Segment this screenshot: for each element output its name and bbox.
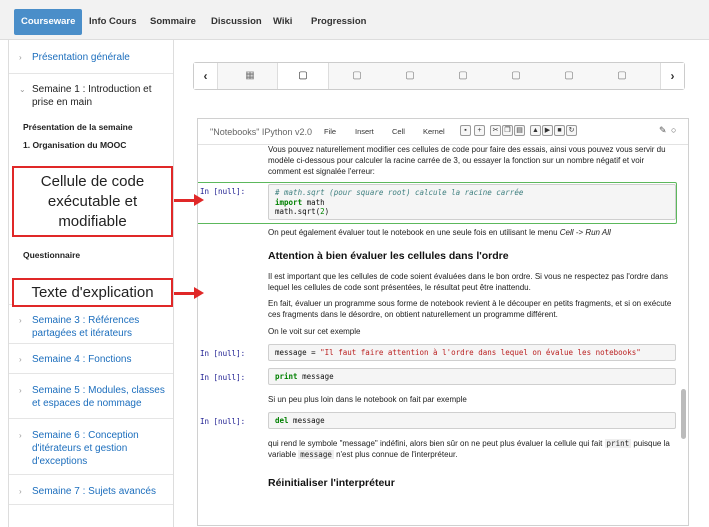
callout-explanation: Texte d'explication: [12, 278, 173, 307]
edit-icon[interactable]: ✎: [659, 125, 667, 135]
subsection-organisation[interactable]: 1. Organisation du MOOC: [23, 140, 127, 150]
restart-icon[interactable]: ↻: [566, 125, 577, 136]
move-up-icon[interactable]: ▲: [530, 125, 541, 136]
tab-wiki[interactable]: Wiki: [273, 16, 293, 27]
chevron-down-icon: ⌄: [19, 85, 26, 94]
cell-prompt: In [null]:: [200, 349, 246, 358]
heading-ordre: Attention à bien évaluer les cellules dans l'ordre: [268, 250, 509, 262]
text-cell: Si un peu plus loin dans le notebook on fait par exemple: [268, 395, 467, 404]
subsection-questionnaire[interactable]: Questionnaire: [23, 250, 81, 260]
heading-reinitialiser: Réinitialiser l'interpréteur: [268, 477, 395, 489]
callout-code-cell: Cellule de code exécutable et modifiable: [12, 166, 173, 237]
document-icon: ▢: [298, 70, 308, 81]
sequence-nav: [193, 62, 685, 90]
document-icon: ▢: [405, 70, 415, 81]
course-nav: [0, 0, 709, 40]
notebook-body: [198, 146, 688, 526]
tab-info-cours[interactable]: Info Cours: [89, 16, 137, 27]
text-cell: qui rend le symbole "message" indéfini, alors bien sûr on ne peut plus évaluer la cellule qui fait print puisque la variable message n'est plus connue de l'interpréteur.: [268, 439, 670, 459]
code-cell-print[interactable]: print message: [268, 368, 676, 385]
prev-button[interactable]: ‹: [194, 63, 218, 89]
tab-courseware[interactable]: Courseware: [14, 9, 82, 35]
text-cell: On le voit sur cet exemple: [268, 327, 361, 336]
chevron-right-icon: ›: [19, 316, 22, 325]
run-icon[interactable]: ▶: [542, 125, 553, 136]
notebook-toolbar: [198, 119, 688, 145]
text-cell: Il est important que les cellules de code soient évaluées dans le bon ordre. Si vous ne respectez pas l'ordre dans lequel les cellules de code sont présentées, le résultat peut être inattendu.: [268, 272, 668, 292]
text-cell: On peut également évaluer tout le notebook en une seule fois en utilisant le menu Cell -> Run All: [268, 228, 611, 237]
sidebar-item-semaine-1[interactable]: ⌄ Semaine 1 : Introduction et prise en main: [19, 84, 152, 108]
chevron-right-icon: ›: [19, 53, 22, 62]
code-cell-sqrt[interactable]: # math.sqrt (pour square root) calcule la racine carrée import math math.sqrt(2): [268, 184, 676, 220]
document-unit-tab[interactable]: [596, 66, 648, 86]
tab-progression[interactable]: Progression: [311, 16, 367, 27]
cut-icon[interactable]: ✂: [490, 125, 501, 136]
code-cell-del[interactable]: del message: [268, 412, 676, 429]
menu-kernel[interactable]: Kernel: [423, 127, 445, 136]
next-button[interactable]: ›: [660, 63, 684, 89]
menu-file[interactable]: File: [324, 127, 337, 136]
document-unit-tab[interactable]: [437, 66, 489, 86]
document-icon: ▢: [511, 70, 521, 81]
main-content: [175, 40, 709, 527]
document-icon: ▢: [564, 70, 574, 81]
tab-sommaire[interactable]: Sommaire: [150, 16, 196, 27]
callout-arrow: [174, 292, 196, 295]
document-unit-tab[interactable]: [331, 66, 383, 86]
document-unit-tab[interactable]: [384, 66, 436, 86]
paste-icon[interactable]: ▤: [514, 125, 525, 136]
add-cell-icon[interactable]: +: [474, 125, 485, 136]
chevron-right-icon: ›: [19, 487, 22, 496]
document-unit-tab[interactable]: [490, 66, 542, 86]
cell-prompt: In [null]:: [200, 187, 246, 196]
save-icon[interactable]: ▪: [460, 125, 471, 136]
sidebar-item-semaine-3[interactable]: › Semaine 3 : Références partagées et itérateurs: [9, 304, 174, 344]
document-unit-tab[interactable]: [277, 63, 329, 89]
chevron-right-icon: ›: [19, 386, 22, 395]
arrow-right-icon: [194, 287, 204, 299]
arrow-right-icon: [194, 194, 204, 206]
copy-icon[interactable]: ❐: [502, 125, 513, 136]
callout-arrow: [174, 199, 196, 202]
document-icon: ▢: [617, 70, 627, 81]
text-cell: Vous pouvez naturellement modifier ces cellules de code pour faire des essais, ainsi vous pouvez vous servir du modèle ci-dessous pour calculer la racine carrée de 3, ou essayer la fonction sur un nombre négatif et voir comment est signalée l'erreur:: [268, 146, 666, 176]
stop-icon[interactable]: ■: [554, 125, 565, 136]
sidebar-item-semaine-6[interactable]: › Semaine 6 : Conception d'itérateurs et gestion d'exceptions: [9, 419, 174, 475]
notebook-brand: "Notebooks" IPython v2.0: [210, 127, 312, 137]
film-icon: ▦: [245, 70, 255, 81]
document-unit-tab[interactable]: [543, 66, 595, 86]
video-unit-tab[interactable]: [224, 66, 276, 86]
subsection-presentation-semaine[interactable]: Présentation de la semaine: [23, 122, 133, 132]
ipython-notebook: [197, 118, 689, 526]
notebook-scrollbar[interactable]: [681, 389, 686, 439]
document-icon: ▢: [458, 70, 468, 81]
code-cell-message[interactable]: message = "Il faut faire attention à l'ordre dans lequel on évalue les notebooks": [268, 344, 676, 361]
sidebar-item-semaine-4[interactable]: › Semaine 4 : Fonctions: [9, 344, 174, 374]
text-cell: En fait, évaluer un programme sous forme de notebook revient à le découper en petits fragments, et si on exécute ces fragments dans le désordre, on obtient naturellement un programme différent.: [268, 299, 672, 319]
cell-prompt: In [null]:: [200, 373, 246, 382]
menu-insert[interactable]: Insert: [355, 127, 374, 136]
sidebar-item-semaine-7[interactable]: › Semaine 7 : Sujets avancés: [9, 475, 174, 505]
chevron-right-icon: ›: [19, 355, 22, 364]
document-icon: ▢: [352, 70, 362, 81]
chevron-right-icon: ›: [19, 431, 22, 440]
tab-discussion[interactable]: Discussion: [211, 16, 262, 27]
sidebar-item-semaine-5[interactable]: › Semaine 5 : Modules, classes et espaces de nommage: [9, 374, 174, 419]
cell-prompt: In [null]:: [200, 417, 246, 426]
expand-icon[interactable]: ○: [671, 125, 677, 135]
menu-cell[interactable]: Cell: [392, 127, 405, 136]
sidebar-item-presentation[interactable]: › Présentation générale: [9, 40, 174, 74]
